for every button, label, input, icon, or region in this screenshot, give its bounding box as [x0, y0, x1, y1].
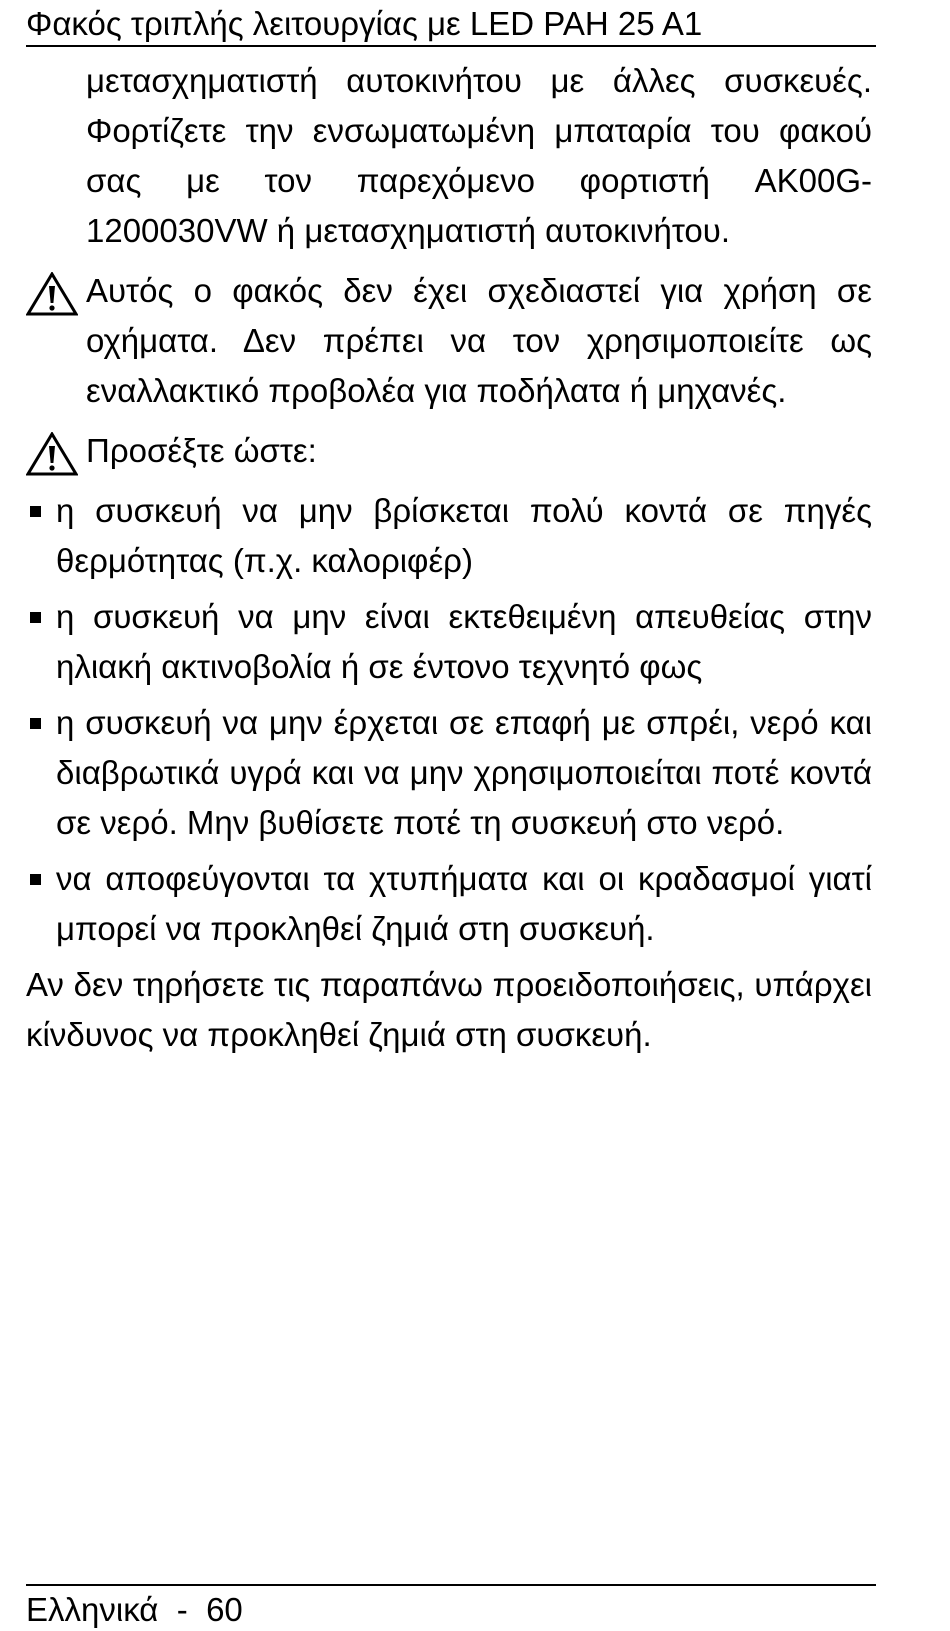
footer-separator: - — [176, 1591, 188, 1628]
bullet-item — [26, 486, 872, 586]
bullet-item — [26, 698, 872, 848]
bullet-square-icon — [30, 612, 41, 623]
page-content — [26, 56, 872, 1060]
bullet-item — [26, 592, 872, 692]
bullet-text: η συσκευή να μην έρχεται σε επαφή με σπρέι, νερό και διαβρωτικά υγρά και να μην χρησιμοποιείται ποτέ κοντά σε νερό. Μην βυθίσετε ποτέ τη συσκευή στο νερό. — [56, 704, 872, 841]
intro-continuation-paragraph: μετασχηματιστή αυτοκινήτου με άλλες συσκευές. Φορτίζετε την ενσωματωμένη μπαταρία του φακού σας με τον παρεχόμενο φορτιστή AK00G-1200030VW ή μετασχηματιστή αυτοκινήτου. — [86, 62, 872, 249]
bullet-text: η συσκευή να μην βρίσκεται πολύ κοντά σε πηγές θερμότητας (π.χ. καλοριφέρ) — [56, 492, 872, 579]
bullet-text: να αποφεύγονται τα χτυπήματα και οι κραδασμοί γιατί μπορεί να προκληθεί ζημιά στη συσκευή. — [56, 860, 872, 947]
bullet-text: η συσκευή να μην είναι εκτεθειμένη απευθείας στην ηλιακή ακτινοβολία ή σε έντονο τεχνητό φως — [56, 598, 872, 685]
warning-triangle-icon — [26, 272, 78, 316]
page-footer — [26, 1591, 243, 1629]
warning-attention-text: Προσέξτε ώστε: — [86, 432, 317, 469]
bullet-item — [26, 854, 872, 954]
header-divider — [26, 45, 876, 47]
closing-paragraph: Αν δεν τηρήσετε τις παραπάνω προειδοποιήσεις, υπάρχει κίνδυνος να προκληθεί ζημιά στη συσκευή. — [26, 966, 872, 1053]
warning-vehicles-block — [26, 266, 872, 416]
footer-language: Ελληνικά — [26, 1591, 159, 1628]
footer-divider — [26, 1584, 876, 1586]
warning-attention-block — [26, 426, 872, 476]
warning-vehicles-text: Αυτός ο φακός δεν έχει σχεδιαστεί για χρήση σε οχήματα. Δεν πρέπει να τον χρησιμοποιείτε ως εναλλακτικό προβολέα για ποδήλατα ή μηχανές. — [86, 272, 872, 409]
bullet-square-icon — [30, 718, 41, 729]
bullet-square-icon — [30, 506, 41, 517]
warning-triangle-icon — [26, 432, 78, 476]
page-header-title: Φακός τριπλής λειτουργίας με LED PAH 25 A1 — [26, 5, 703, 42]
bullet-square-icon — [30, 874, 41, 885]
footer-page-number: 60 — [206, 1591, 243, 1628]
